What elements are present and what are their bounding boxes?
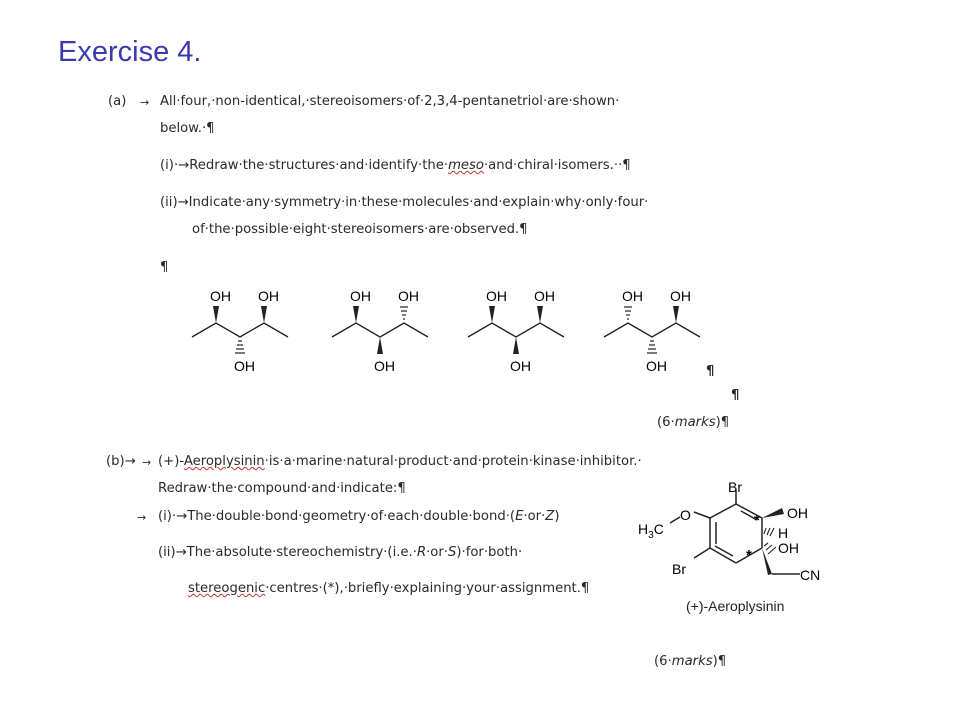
oh-bottom-label: OH: [778, 540, 799, 556]
part-a-label: (a): [108, 94, 127, 109]
part-b-label: (b)→: [106, 454, 136, 469]
m3-oh-top-right: OH: [534, 288, 555, 304]
part-b-arrow-2: →: [137, 511, 147, 524]
m4-oh-top-left: OH: [622, 288, 643, 304]
part-b-line-5: stereogenic·centres·(*),·briefly·explaining·your·assignment.¶: [188, 581, 590, 596]
part-b-line-1: (+)-Aeroplysinin·is·a·marine·natural·product·and·protein·kinase·inhibitor.·: [158, 454, 642, 469]
h3c-label: $H_3C$: [638, 521, 664, 541]
m2-oh-bottom: OH: [374, 358, 395, 374]
part-a-marks: (6·marks)¶: [657, 415, 730, 430]
part-a-line-6: ¶: [160, 260, 169, 275]
m2-oh-top-right: OH: [398, 288, 419, 304]
part-a-line-5: of·the·possible·eight·stereoisomers·are·observed.¶: [192, 222, 528, 237]
m1-oh-bottom: OH: [234, 358, 255, 374]
m4-oh-bottom: OH: [646, 358, 667, 374]
part-b-marks: (6·marks)¶: [654, 654, 727, 669]
part-a-line-2: below.·¶: [160, 121, 215, 136]
part-b-line-4: (ii)→The·absolute·stereochemistry·(i.e.·R·or·S)·for·both·: [158, 545, 523, 560]
molecule-1: [192, 288, 288, 374]
h-label: H: [778, 525, 789, 541]
br-top-label: Br: [728, 479, 742, 495]
m2-oh-top-left: OH: [350, 288, 371, 304]
oh-top-label: OH: [787, 505, 808, 521]
part-b-line-3: (i)·→The·double·bond·geometry·of·each·double·bond·(E·or·Z): [158, 509, 560, 524]
structure-caption: (+)-Aeroplysinin: [686, 598, 785, 614]
part-b-line-2: Redraw·the·compound·and·indicate:¶: [158, 481, 406, 496]
m1-oh-top-right: OH: [258, 288, 279, 304]
molecule-2: [332, 288, 428, 374]
part-a-line-3: (i)·→Redraw·the·structures·and·identify·the·meso·and·chiral·isomers.··¶: [160, 158, 631, 173]
pilcrow-2: ¶: [731, 388, 740, 403]
part-a-line-4: (ii)→Indicate·any·symmetry·in·these·molecules·and·explain·why·only·four·: [160, 195, 649, 210]
m4-oh-top-right: OH: [670, 288, 691, 304]
part-a-line-1: All·four,·non-identical,·stereoisomers·of·2,3,4-pentanetriol·are·shown·: [160, 94, 620, 109]
m3-oh-top-left: OH: [486, 288, 507, 304]
slide-title: Exercise 4.: [58, 36, 202, 68]
cn-label: CN: [800, 567, 821, 583]
o-label: O: [680, 507, 691, 523]
part-b-arrow: →: [142, 456, 152, 469]
pilcrow-1: ¶: [706, 364, 715, 379]
br-bottom-label: Br: [672, 561, 686, 577]
stereocentre-star-1: *: [754, 512, 760, 529]
m3-oh-bottom: OH: [510, 358, 531, 374]
stereocentre-star-2: *: [746, 547, 752, 564]
molecule-4: [604, 288, 700, 374]
part-a-arrow: →: [140, 96, 150, 109]
molecule-3: [468, 288, 564, 374]
m1-oh-top-left: OH: [210, 288, 231, 304]
